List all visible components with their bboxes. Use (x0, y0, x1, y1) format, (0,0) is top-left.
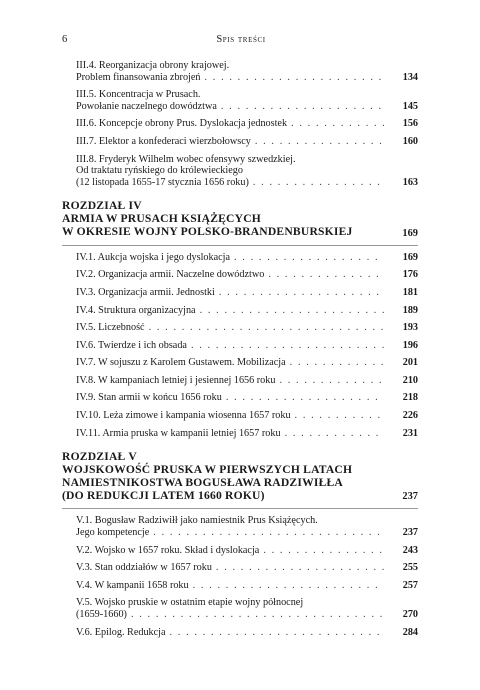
toc-entry-text: V.4. W kampanii 1658 roku (76, 579, 189, 591)
toc-page-number: 218 (402, 392, 418, 404)
toc-entry-line (76, 545, 388, 557)
toc-entry-text: III.5. Koncentracja w Prusach. (76, 89, 201, 101)
toc-entry-text: (12 listopada 1655-17 stycznia 1656 roku) (76, 176, 249, 188)
toc-entry (62, 136, 418, 148)
toc-entry-text: IV.7. W sojuszu z Karolem Gustawem. Mobilizacja (76, 357, 286, 369)
toc-page-number: 181 (402, 286, 418, 298)
toc-entry-line (76, 136, 388, 148)
dot-leader (295, 410, 384, 422)
toc-entry-line (76, 101, 388, 113)
toc-entry-line (76, 392, 388, 404)
dot-leader (221, 101, 384, 113)
toc-entry-line (76, 60, 388, 72)
toc-page-number: 196 (402, 339, 418, 351)
dot-leader (268, 269, 384, 281)
toc-entry-text: Powołanie naczelnego dowództwa (76, 100, 217, 112)
toc-page-number: 193 (402, 322, 418, 334)
toc-entry-text: IV.11. Armia pruska w kampanii letniej 1657 roku (76, 427, 281, 439)
chapter-line: ROZDZIAŁ IV (62, 199, 142, 213)
toc-entry (62, 340, 418, 352)
toc-entry-text: IV.10. Leża zimowe i kampania wiosenna 1657 roku (76, 410, 291, 422)
dot-leader (131, 609, 384, 621)
chapter-line: ARMIA W PRUSACH KSIĄŻĘCYCH (62, 212, 261, 226)
toc-entry-line (76, 72, 388, 84)
toc-page-number: 255 (402, 562, 418, 574)
toc-entry (62, 545, 418, 557)
toc-entry (62, 562, 418, 574)
toc-entry-line (76, 340, 388, 352)
toc-page-number: 189 (402, 304, 418, 316)
toc-group-chapter-4 (62, 252, 418, 440)
toc-entry-text: Problem finansowania zbrojeń (76, 71, 201, 83)
toc-page-number: 226 (402, 410, 418, 422)
toc-entry (62, 118, 418, 130)
toc-entry-line (76, 515, 388, 527)
dot-leader (263, 545, 384, 557)
toc-entry (62, 269, 418, 281)
toc-entry-line (76, 580, 388, 592)
toc-entry-line (76, 627, 388, 639)
toc-entry (62, 375, 418, 387)
dot-leader (170, 627, 384, 639)
toc-entry (62, 627, 418, 639)
toc-entry-text: IV.4. Struktura organizacyjna (76, 304, 196, 316)
dot-leader (234, 252, 384, 264)
toc-entry-text: IV.2. Organizacja armii. Naczelne dowództwo (76, 269, 265, 281)
toc-entry (62, 580, 418, 592)
toc-page-number: 270 (402, 609, 418, 621)
toc-entry (62, 305, 418, 317)
running-head: Spis treści (216, 34, 266, 45)
toc-entry-text: V.5. Wojsko pruskie w ostatnim etapie wojny północnej (76, 597, 304, 609)
divider (62, 245, 418, 246)
toc-entry-text: V.1. Bogusław Radziwiłł jako namiestnik Prus Książęcych. (76, 515, 318, 527)
toc-entry (62, 597, 418, 620)
toc-entry-line (76, 375, 388, 387)
toc-page-number: 169 (402, 251, 418, 263)
toc-entry-line (76, 562, 388, 574)
dot-leader (193, 580, 384, 592)
toc-entry-text: III.4. Reorganizacja obrony krajowej. (76, 60, 230, 71)
dot-leader (290, 357, 384, 369)
toc-entry-text: IV.3. Organizacja armii. Jednostki (76, 286, 215, 298)
toc-entry-text: III.8. Fryderyk Wilhelm wobec ofensywy szwedzkiej. (76, 153, 296, 165)
dot-leader (149, 322, 384, 334)
toc-entry-line (76, 428, 388, 440)
toc-entry-text: III.7. Elektor a konfederaci wierzbołowscy (76, 135, 251, 147)
table-of-contents (62, 60, 418, 644)
toc-entry-line (76, 177, 388, 189)
dot-leader (253, 177, 384, 189)
dot-leader (200, 305, 384, 317)
toc-entry-text: Jego kompetencje (76, 527, 150, 539)
chapter-line: (DO REDUKCJI LATEM 1660 ROKU) (62, 488, 265, 502)
toc-entry-text: Od traktatu ryńskiego do królewieckiego (76, 165, 243, 177)
toc-group-chapter-5 (62, 515, 418, 638)
chapter-line: W OKRESIE WOJNY POLSKO-BRANDENBURSKIEJ (62, 224, 353, 238)
toc-entry (62, 515, 418, 538)
toc-entry (62, 410, 418, 422)
toc-entry-line (76, 597, 388, 609)
toc-entry (62, 154, 418, 189)
dot-leader (279, 375, 384, 387)
toc-entry-line (76, 269, 388, 281)
toc-entry-text: V.2. Wojsko w 1657 roku. Skład i dyslokacja (76, 544, 260, 556)
dot-leader (219, 287, 384, 299)
toc-entry-line (76, 154, 388, 166)
toc-entry-line (76, 527, 388, 539)
toc-entry (62, 428, 418, 440)
toc-page-number: 210 (402, 374, 418, 386)
toc-entry-line (76, 118, 388, 130)
toc-entry-text: IV.5. Liczebność (76, 322, 145, 334)
dot-leader (291, 118, 384, 130)
toc-page-number: 134 (402, 71, 418, 83)
toc-entry (62, 252, 418, 264)
toc-entry-line (76, 322, 388, 334)
dot-leader (255, 136, 384, 148)
toc-entry (62, 392, 418, 404)
toc-entry-text: III.6. Koncepcje obrony Prus. Dyslokacja jednostek (76, 118, 288, 130)
toc-page-number: 243 (402, 544, 418, 556)
toc-entry (62, 287, 418, 299)
toc-entry-line (76, 410, 388, 422)
toc-entry-text: V.3. Stan oddziałów w 1657 roku (76, 562, 212, 574)
toc-entry-text: (1659-1660) (76, 609, 127, 621)
chapter-page-number: 237 (402, 491, 418, 503)
toc-page-number: 163 (402, 176, 418, 188)
toc-entry-text: IV.1. Aukcja wojska i jego dyslokacja (76, 251, 231, 263)
chapter-line: NAMIESTNIKOSTWA BOGUSŁAWA RADZIWIŁŁA (62, 475, 344, 489)
dot-leader (285, 428, 384, 440)
toc-page-number: 156 (402, 118, 418, 130)
divider (62, 508, 418, 509)
toc-entry-text: IV.6. Twierdze i ich obsada (76, 339, 187, 351)
toc-entry-line (76, 609, 388, 621)
chapter-page-number: 169 (402, 227, 418, 239)
toc-page-number: 160 (402, 135, 418, 147)
dot-leader (191, 340, 384, 352)
chapter-heading-4 (62, 200, 418, 238)
toc-group-chapter-3 (62, 60, 418, 188)
toc-entry-text: IV.8. W kampaniach letniej i jesiennej 1656 roku (76, 374, 276, 386)
toc-entry (62, 60, 418, 83)
toc-page-number: 284 (402, 626, 418, 638)
dot-leader (153, 527, 384, 539)
toc-entry-text: V.6. Epilog. Redukcja (76, 626, 166, 638)
toc-page-number: 145 (402, 100, 418, 112)
page-number: 6 (62, 34, 68, 45)
toc-page-number: 201 (402, 357, 418, 369)
dot-leader (226, 392, 384, 404)
chapter-line: WOJSKOWOŚĆ PRUSKA W PIERWSZYCH LATACH (62, 463, 353, 477)
toc-page-number: 176 (402, 269, 418, 281)
toc-page-number: 257 (402, 579, 418, 591)
toc-page-number: 231 (402, 427, 418, 439)
toc-entry-line (76, 357, 388, 369)
toc-entry-text: IV.9. Stan armii w końcu 1656 roku (76, 392, 222, 404)
toc-entry-line (76, 287, 388, 299)
toc-page-number: 237 (402, 527, 418, 539)
toc-entry (62, 322, 418, 334)
toc-entry (62, 89, 418, 112)
toc-entry-line (76, 305, 388, 317)
toc-entry-line (76, 165, 388, 177)
toc-entry (62, 357, 418, 369)
dot-leader (216, 562, 384, 574)
toc-entry-line (76, 89, 388, 101)
chapter-heading-5 (62, 451, 418, 502)
chapter-line: ROZDZIAŁ V (62, 450, 137, 464)
toc-entry-line (76, 252, 388, 264)
page-header (62, 34, 420, 48)
dot-leader (204, 72, 384, 84)
